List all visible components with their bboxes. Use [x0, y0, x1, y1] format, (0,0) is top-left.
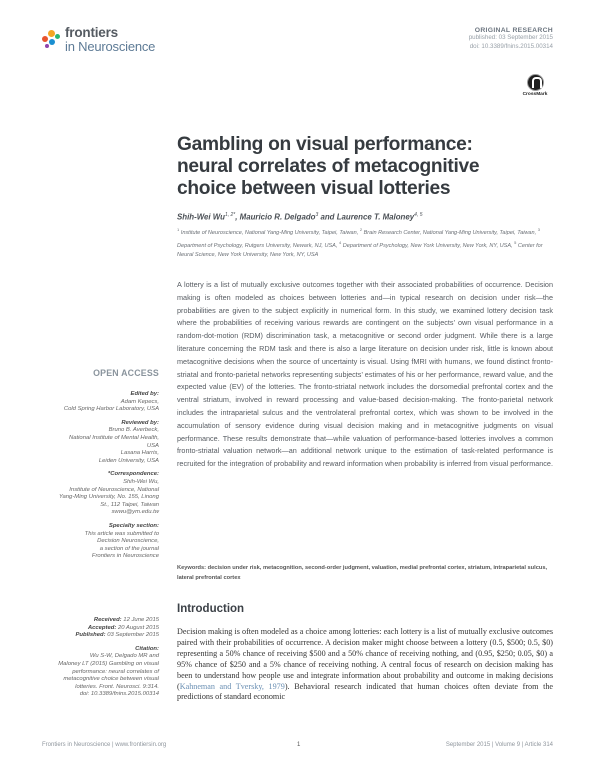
footer-issue: September 2015 | Volume 9 | Article 314	[445, 742, 553, 748]
article-title	[177, 134, 557, 200]
author-3[interactable]: Laurence T. Maloney	[336, 212, 415, 222]
published-value: 03 September 2015	[105, 632, 159, 639]
affil-3: Department of Psychology, Rutgers University, Newark, NJ, USA,	[177, 242, 339, 249]
logo-word: frontiers	[65, 25, 118, 40]
crossmark-icon	[527, 74, 544, 91]
author-1-affil: 1, 2*	[224, 212, 236, 218]
accepted-date	[44, 625, 159, 633]
article-type: ORIGINAL RESEARCH	[474, 27, 553, 34]
author-3-affil: 4, 5	[414, 212, 423, 218]
journal-logo[interactable]	[42, 26, 155, 53]
published-date: published: 03 September 2015	[468, 34, 553, 41]
received-date	[44, 617, 159, 625]
citation-doi[interactable]: doi: 10.3389/fnins.2015.00314	[79, 691, 159, 698]
affil-5: Center for Neural Science, New York University, New York, NY, USA	[177, 242, 543, 258]
logo-journal-name: in Neuroscience	[65, 38, 156, 54]
crossmark-label: CrossMark	[522, 92, 548, 97]
reviewer-1-country: USA	[146, 442, 159, 449]
citation-link[interactable]: Kahneman and Tversky, 1979	[179, 681, 285, 691]
doi-link[interactable]: doi: 10.3389/fnins.2015.00314	[469, 42, 553, 50]
edited-by	[44, 391, 159, 414]
citation-line-3: performance: neural correlates of	[72, 668, 159, 675]
reviewed-by	[44, 420, 159, 466]
affil-num-4: 4	[338, 239, 342, 245]
intro-text-part-1: Decision making is often modeled as a choice among lotteries: each lottery is a list of mutually exclusive outcomes paired with their probabilities of occurrence. A decision maker might choose between a lottery (0.5, $500; 0.5, $0) representing a 50% chance of receiving $500 and a 50% chance of receiving nothing, and (0.95, $250; 0.05, $0) a 95% chance of $250 and a 5% chance of receiving nothing. A central focus of research on decision making has been to understand how people use and integrate information about probability and outcome in making decisions (	[177, 627, 553, 691]
specialty-line-1: This article was submitted to	[84, 530, 159, 537]
correspondence-label: *Correspondence:	[107, 471, 159, 478]
citation-line-5: lotteries. Front. Neurosci. 9:314.	[75, 683, 159, 690]
corr-address-1: Institute of Neuroscience, National	[69, 486, 159, 493]
specialty-line-2: Decision Neuroscience,	[97, 538, 159, 545]
title-line-3: choice between visual lotteries	[177, 178, 451, 199]
title-line-1: Gambling on visual performance:	[177, 134, 473, 155]
affil-1: Institute of Neuroscience, National Yang-Ming University, Taipei, Taiwan,	[179, 229, 360, 236]
affil-4: Department of Psychology, New York University, New York, NY, USA,	[341, 242, 515, 249]
intro-text-part-2: ). Behavioral research indicated that human choices often deviate from the predictions of standard economic	[177, 681, 553, 702]
reviewer-1-name[interactable]: Bruno B. Averbeck,	[108, 427, 159, 434]
accepted-value: 20 August 2015	[116, 624, 159, 631]
editor-name[interactable]: Adam Kepecs,	[120, 398, 159, 405]
specialty-line-4: Frontiers in Neuroscience	[91, 553, 159, 560]
masthead	[469, 27, 553, 52]
affiliations	[177, 225, 557, 260]
edited-by-label: Edited by:	[130, 391, 159, 397]
author-2-affil: 3	[315, 212, 319, 218]
specialty-section	[44, 523, 159, 561]
author-2[interactable]: Mauricio R. Delgado	[239, 212, 316, 222]
article-dates	[44, 617, 159, 699]
page-number: 1	[297, 742, 301, 748]
specialty-line-3: a section of the journal	[99, 545, 159, 552]
reviewer-2-name[interactable]: Lasana Harris,	[120, 450, 159, 457]
frontiers-logo-icon	[42, 28, 62, 50]
affil-2: Brain Research Center, National Yang-Ming University, Taipei, Taiwan,	[362, 229, 538, 236]
specialty-label: Specialty section:	[108, 522, 159, 529]
corr-address-2: Yang-Ming University, No. 155, Linong	[59, 494, 159, 501]
corr-email-link[interactable]: swwu@ym.edu.tw	[111, 509, 159, 516]
accepted-label: Accepted:	[87, 624, 117, 631]
open-access-label: OPEN ACCESS	[93, 368, 159, 378]
reviewed-by-label: Reviewed by:	[121, 419, 159, 426]
reviewer-1-affil: National Institute of Mental Health,	[68, 434, 159, 441]
author-1[interactable]: Shih-Wei Wu	[177, 212, 225, 222]
introduction-text	[177, 627, 553, 703]
page-footer	[42, 742, 553, 752]
citation-label: Citation:	[135, 645, 159, 652]
affil-num-1: 1	[177, 227, 180, 232]
keywords: Keywords: decision under risk, metacognition, second-order judgment, valuation, medial prefrontal cortex, striatum, intraparietal sulcus, lateral prefrontal cortex	[177, 565, 548, 581]
editor-affil: Cold Spring Harbor Laboratory, USA	[63, 406, 159, 413]
affil-num-2: 2	[359, 227, 363, 232]
published-date-side	[44, 632, 159, 640]
affil-num-5: 5	[514, 239, 517, 245]
correspondence	[44, 471, 159, 517]
citation-line-1: Wu S-W, Delgado MR and	[89, 653, 159, 660]
corr-address-3: St., 112 Taipei, Taiwan	[100, 501, 159, 508]
abstract: A lottery is a list of mutually exclusive outcomes together with their associated probabilities of occurrence. Decision making is often modeled as choices between lotteries and—in typical research on decision under risk—the probabilities are given to the subject explicitly in numerical form. In this study, we examined lottery decision task where the probabilities of receiving various rewards are contingent on the subjects’ own visual performance in a random-dot-motion (RDM) discrimination task, a metacognitive or second order judgment. While there is a large literature concerning the RDM task and there is also a large literature on decision under risk, little is known about metacognitive decisions when the source of uncertainty is visual. Using fMRI with humans, we found distinct fronto-striatal and fronto-parietal networks representing subjects’ estimates of his or her performance, reward value, and the expected value (EV) of the lotteries. The fronto-striatal network includes the dorsomedial prefrontal cortex and the ventral striatum, involved in reward processing and value-based decision-making. The fronto-parietal network includes the intraparietal sulcus and the ventrolateral prefrontal cortex, which was shown to be involved in the accumulation of sensory evidence during visual decision making and in metacognitive judgments on visual performance. These results demonstrate that—while valuation of performance-based lotteries involves a common fronto-striatal valuation network—an additional network unique to the estimation of task-related performance is recruited for the integration of probability and reward information when probability is inferred from visual performance.	[177, 280, 553, 469]
sidebar-editorial	[44, 391, 159, 567]
citation-line-2: Maloney LT (2015) Gambling on visual	[58, 660, 159, 667]
citation-line-4: metacognitive choice between visual	[63, 676, 159, 683]
reviewer-2-affil: Leiden University, USA	[98, 457, 159, 464]
received-value: 12 June 2015	[121, 617, 159, 623]
received-label: Received:	[93, 617, 122, 623]
corr-name: Shih-Wei Wu,	[123, 478, 159, 485]
affil-num-3: 3	[537, 227, 540, 232]
footer-journal-link[interactable]: Frontiers in Neuroscience | www.frontiersin.org	[42, 742, 167, 748]
section-heading-introduction: Introduction	[177, 603, 245, 615]
published-label: Published:	[75, 632, 106, 639]
title-line-2: neural correlates of metacognitive	[177, 156, 480, 177]
author-list: Shih-Wei $Wu^{1, 2*}$, Mauricio R. Delgado$^3$ and Laurence T. Maloney$^{4, 5}$	[177, 212, 423, 222]
crossmark-button[interactable]	[521, 74, 549, 97]
